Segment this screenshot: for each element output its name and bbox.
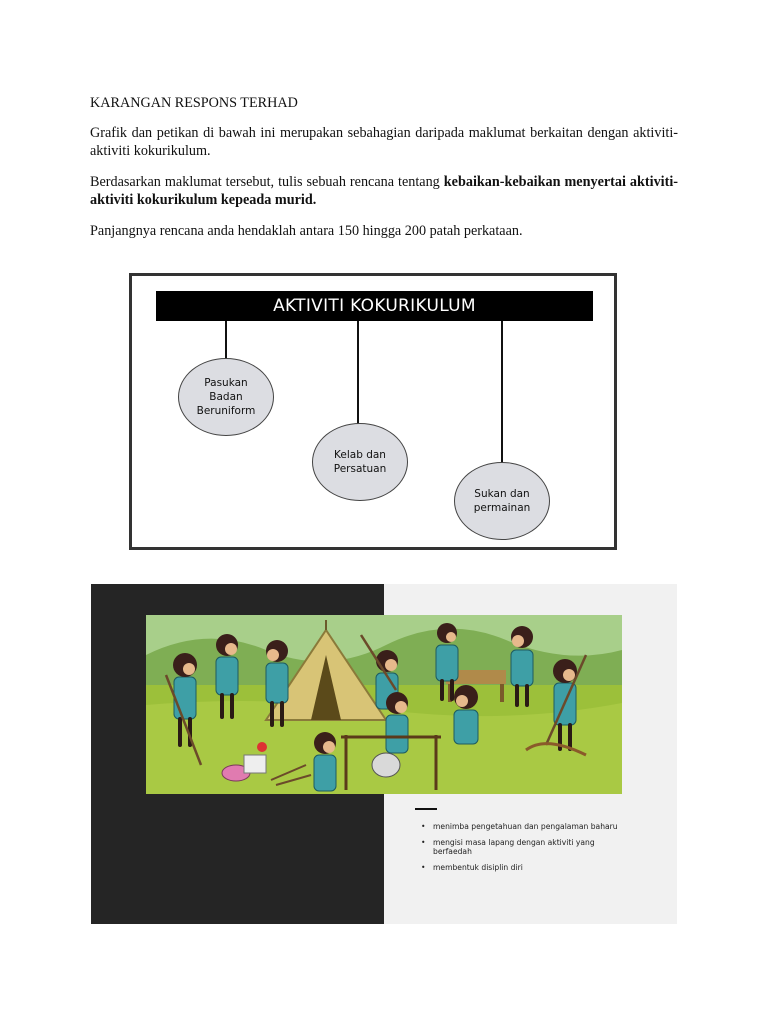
info-slide bbox=[91, 584, 677, 924]
document-heading bbox=[90, 94, 678, 112]
node-label: Sukan dan permainan bbox=[473, 488, 531, 514]
diagram-title: AKTIVITI KOKURIKULUM bbox=[156, 291, 593, 321]
node-uniform-bodies bbox=[178, 358, 274, 436]
connector-line-1 bbox=[225, 321, 227, 359]
connector-line-3 bbox=[501, 321, 503, 464]
list-item: • menimba pengetahuan dan pengalaman baharu bbox=[421, 822, 621, 832]
para2-plain: Berdasarkan maklumat tersebut, tulis sebuah rencana tentang bbox=[90, 174, 444, 190]
node-label: Kelab dan Persatuan bbox=[333, 449, 387, 475]
para1-text: Grafik dan petikan di bawah ini merupakan sebahagian daripada maklumat berkaitan dengan aktiviti-aktiviti kokurikulum. bbox=[90, 125, 678, 159]
connector-line-2 bbox=[357, 321, 359, 425]
node-sports-games bbox=[454, 462, 550, 540]
activity-diagram bbox=[129, 273, 617, 550]
benefits-bullet-list bbox=[421, 822, 621, 878]
node-clubs-societies bbox=[312, 423, 408, 501]
accent-line bbox=[415, 808, 437, 810]
node-label: Pasukan Badan Beruniform bbox=[196, 377, 256, 417]
instruction-paragraph-3 bbox=[90, 222, 678, 240]
instruction-paragraph-2 bbox=[90, 173, 678, 209]
camping-scene-image bbox=[146, 615, 622, 794]
scouts-camping-illustration bbox=[146, 615, 622, 794]
para2-bold: kebaikan-kebaikan menyertai aktiviti-aktiviti kokurikulum kepeada murid. bbox=[90, 174, 679, 208]
instruction-paragraph-1 bbox=[90, 124, 678, 160]
para2-text bbox=[90, 173, 678, 209]
list-item: • mengisi masa lapang dengan aktiviti yang berfaedah bbox=[421, 838, 621, 857]
heading-text: KARANGAN RESPONS TERHAD bbox=[90, 95, 298, 111]
list-item: • membentuk disiplin diri bbox=[421, 863, 621, 873]
para3-text: Panjangnya rencana anda hendaklah antara 150 hingga 200 patah perkataan. bbox=[90, 223, 523, 239]
